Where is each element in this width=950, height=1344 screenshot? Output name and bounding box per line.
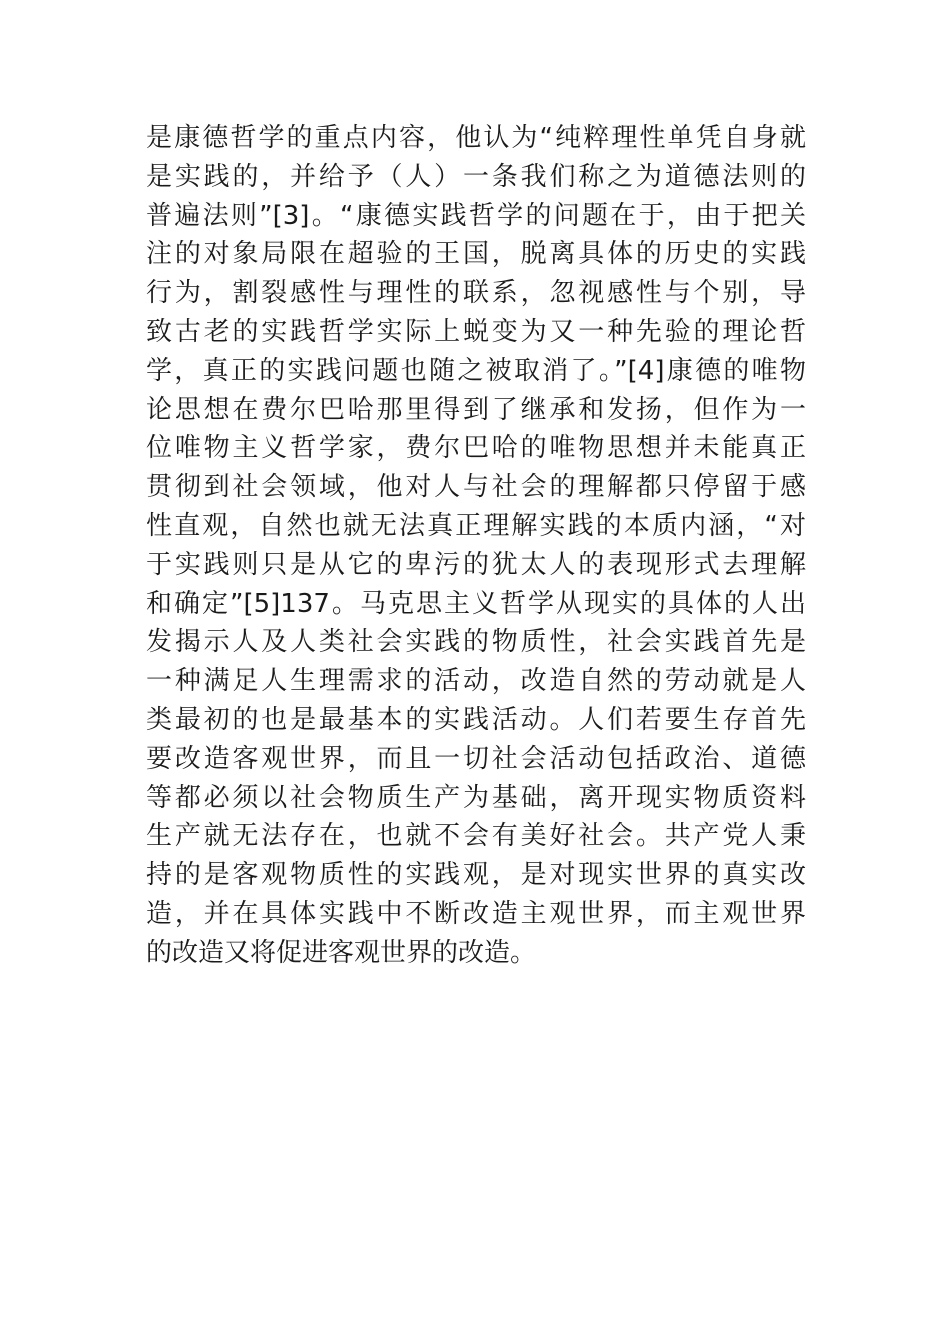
text-line-17: 要改造客观世界，而且一切社会活动包括政治、道德 bbox=[146, 743, 806, 774]
body-paragraph bbox=[146, 119, 806, 973]
text-line-3: 普遍法则”[3]。“康德实践哲学的问题在于，由于把关 bbox=[146, 200, 806, 231]
text-line-2: 是实践的，并给予（人）一条我们称之为道德法则的 bbox=[146, 161, 806, 192]
text-line-18: 等都必须以社会物质生产为基础，离开现实物质资料 bbox=[146, 782, 806, 813]
text-line-8: 论思想在费尔巴哈那里得到了继承和发扬，但作为一 bbox=[146, 394, 806, 425]
text-line-22: 的改造又将促进客观世界的改造。 bbox=[146, 937, 537, 968]
text-line-1: 是康德哲学的重点内容，他认为“纯粹理性单凭自身就 bbox=[146, 123, 806, 153]
text-line-9: 位唯物主义哲学家，费尔巴哈的唯物思想并未能真正 bbox=[146, 433, 806, 464]
text-line-21: 造，并在具体实践中不断改造主观世界，而主观世界 bbox=[146, 898, 806, 929]
text-line-12: 于实践则只是从它的卑污的犹太人的表现形式去理解 bbox=[146, 549, 806, 580]
text-line-14: 发揭示人及人类社会实践的物质性，社会实践首先是 bbox=[146, 627, 806, 658]
text-line-20: 持的是客观物质性的实践观，是对现实世界的真实改 bbox=[146, 860, 806, 891]
text-line-10: 贯彻到社会领域，他对人与社会的理解都只停留于感 bbox=[146, 472, 806, 503]
text-line-5: 行为，割裂感性与理性的联系，忽视感性与个别，导 bbox=[146, 278, 806, 309]
text-line-13: 和确定”[5]137。马克思主义哲学从现实的具体的人出 bbox=[146, 588, 806, 619]
text-line-16: 类最初的也是最基本的实践活动。人们若要生存首先 bbox=[146, 704, 806, 735]
text-line-4: 注的对象局限在超验的王国，脱离具体的历史的实践 bbox=[146, 239, 806, 270]
text-line-6: 致古老的实践哲学实际上蜕变为又一种先验的理论哲 bbox=[146, 316, 806, 347]
text-line-15: 一种满足人生理需求的活动，改造自然的劳动就是人 bbox=[146, 666, 806, 697]
text-line-11: 性直观，自然也就无法真正理解实践的本质内涵，“对 bbox=[146, 510, 806, 541]
text-line-7: 学，真正的实践问题也随之被取消了。”[4]康德的唯物 bbox=[146, 355, 806, 386]
text-line-19: 生产就无法存在，也就不会有美好社会。共产党人秉 bbox=[146, 821, 806, 852]
